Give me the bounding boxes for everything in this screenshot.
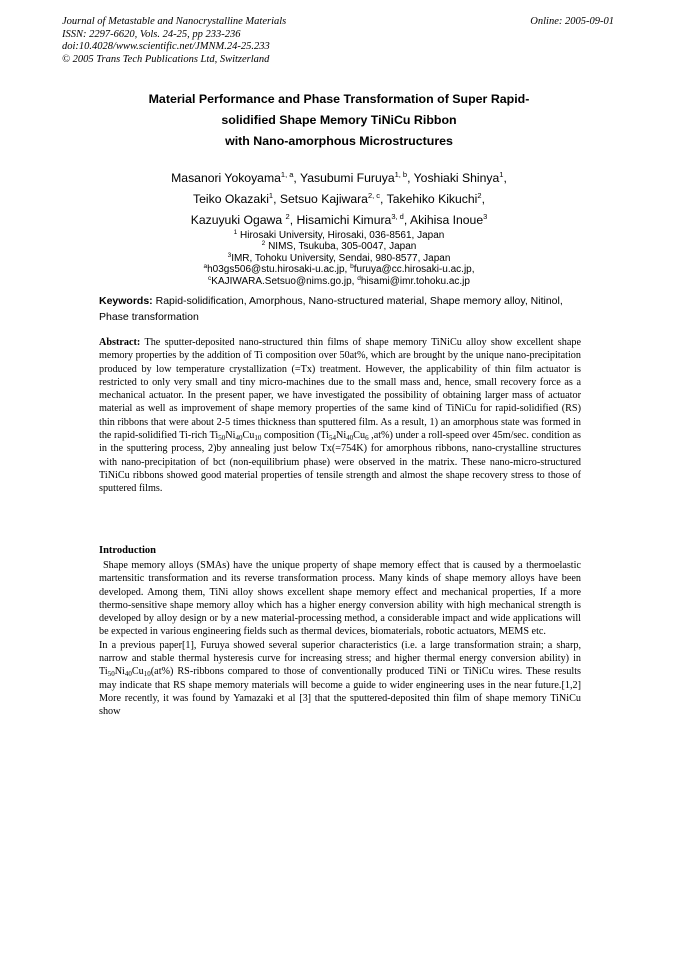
author-line-3: Kazuyuki Ogawa $^2$, Hisamichi Kimura$^{3, d}$, Akihisa Inoue$^3$ xyxy=(190,212,488,227)
author-line-2: Teiko Okazaki$^1$, Setsuo Kajiwara$^{2, c}$, Takehiko Kikuchi$^2$, xyxy=(193,191,485,206)
introduction-body xyxy=(99,559,581,719)
email-link[interactable]: furuya@cc.hirosaki-u.ac.jp, xyxy=(353,264,475,276)
composition-formula: $Ti_{50}Ni_{40}Cu_{10}$ xyxy=(99,666,151,679)
author-sup: 2 xyxy=(285,212,290,221)
abstract-text: The sputter-deposited nano-structured thin films of shape memory TiNiCu alloy show excellent shape memory properties by the addition of Ti composition over 50at%, which are brought by the unique nano-precipitation produced by low temperature crystallization (=Tx) treatment. However, the applicability of thin film actuator is restricted to only very small and tiny micro-machines due to the small mass and, hence, small recovery force as a mechanical actuator. In the present paper, we have investigated the possibility of obtaining larger mass of actuator material as well as improvement of shape memory properties of the same kind of TiNiCu for rapid-solidified (RS) thin ribbons that were about 2-5 times thickness than sputtered film. As a result, 1) an amorphous state was formed in the rapid-solidified Ti-rich xyxy=(99,337,581,442)
intro-paragraph-1: Shape memory alloys (SMAs) have the unique property of shape memory effect that is caused by a thermoelastic martensitic transformation and its reverse transformation process. Many kinds of shape memory alloys have been developed. Among them, TiNi alloy shows excellent shape memory effect and mechanical properties, If a more thermo-sensitive shape memory alloy which has a higher energy conversion ability with high mechanical strength is developed by alloy design or by a new material-processing method, a considerable impact and wide applications will be expected in various engineering fields such as thermal devices, biomaterials, robotic actuators, MEMS etc. xyxy=(99,560,581,638)
composition-formula: $Ti_{54}Ni_{40}Cu_6$ xyxy=(320,430,369,443)
author-name: Setsuo Kajiwara xyxy=(279,192,368,206)
email-link[interactable]: KAJIWARA.Setsuo@nims.go.jp, xyxy=(211,275,355,287)
email-link[interactable]: h03gs506@stu.hirosaki-u.ac.jp, xyxy=(207,264,348,276)
author-name: Kazuyuki Ogawa xyxy=(190,213,283,227)
author-name: Yasubumi Furuya xyxy=(299,171,395,185)
abstract-text: composition ( xyxy=(261,430,321,442)
author-name: Hisamichi Kimura xyxy=(296,213,392,227)
issn-line: ISSN: 2297-6620, Vols. 24-25, pp 233-236 xyxy=(62,28,241,40)
online-date: Online: 2005-09-01 xyxy=(530,16,614,27)
abstract-label: Abstract: xyxy=(99,337,141,348)
affiliations xyxy=(80,230,598,287)
author-name: Teiko Okazaki xyxy=(193,192,269,206)
author-sup: 1 xyxy=(499,170,504,179)
email-link[interactable]: hisami@imr.tohoku.ac.jp xyxy=(360,275,470,287)
affiliation-2: $^2$ NIMS, Tsukuba, 305-0047, Japan xyxy=(261,240,417,253)
keywords-label: Keywords: xyxy=(99,295,153,307)
copyright-line: © 2005 Trans Tech Publications Ltd, Switzerland xyxy=(62,53,270,65)
author-name: Masanori Yokoyama xyxy=(171,171,281,185)
author-sup: 2 xyxy=(477,191,482,200)
author-sup: 1, b xyxy=(394,170,408,179)
title-line-1: Material Performance and Phase Transformation of Super Rapid- xyxy=(148,92,530,106)
keywords xyxy=(99,294,581,325)
abstract xyxy=(99,336,581,496)
intro-paragraph-2: In a previous paper[1], Furuya showed several superior characteristics (i.e. a large transformation strain; a sharp, narrow and stable thermal hysteresis curve for increasing stress; and higher thermal energy conversion ability) in $Ti_{50}Ni_{40}Cu_{10}(at\%)$ RS-ribbons compared to those of conventionally produced TiNi or TiNiCu wires. These results may indicate that RS shape memory materials will become a guide to wider engineering uses in the near future.[1,2] More recently, it was found by Yamazaki et al [3] that the sputtered-deposited thin film of shape memory TiNiCu show xyxy=(99,639,581,718)
author-list xyxy=(80,168,598,231)
email-line-2: $^c$KAJIWARA.Setsuo@nims.go.jp, $^d$hisami@imr.tohoku.ac.jp xyxy=(208,274,470,287)
author-name: Akihisa Inoue xyxy=(409,213,484,227)
keywords-text: Rapid-solidification, Amorphous, Nano-structured material, Shape memory alloy, Nitinol, Phase transformation xyxy=(99,295,563,323)
author-sup: 2, c xyxy=(367,191,381,200)
journal-header xyxy=(62,16,286,66)
composition-formula: $Ti_{50}Ni_{40}Cu_{10}$ xyxy=(209,430,262,443)
abstract-text: ,at%) under a roll-speed over 45m/sec. condition as in the sputtering process, 2)by annealing just below Tx(=754K) for amorphous ribbons, nano-crystalline structures with nano-precipitation of bct (non-equilibrium phase) were observed in the matrix. These nano-micro-structured TiNiCu ribbons showed good material properties of tensile strength and almost the shape recovery stress to those of sputtered films. xyxy=(99,430,582,495)
author-name: Takehiko Kikuchi xyxy=(386,192,478,206)
author-sup: 1, a xyxy=(280,170,294,179)
email-line-1: $^a$h03gs506@stu.hirosaki-u.ac.jp, $^b$furuya@cc.hirosaki-u.ac.jp, xyxy=(203,263,475,276)
affiliation-3: $^3$IMR, Tohoku University, Sendai, 980-8577, Japan xyxy=(227,251,451,264)
title-line-2: solidified Shape Memory TiNiCu Ribbon xyxy=(221,113,457,127)
author-line-1: Masanori Yokoyama$^{1, a}$, Yasubumi Furuya$^{1, b}$, Yoshiaki Shinya$^1$, xyxy=(171,170,507,185)
journal-name: Journal of Metastable and Nanocrystalline Materials xyxy=(62,16,287,27)
author-sup: 3, d xyxy=(391,212,404,221)
author-sup: 3 xyxy=(483,212,488,221)
author-name: Yoshiaki Shinya xyxy=(413,171,500,185)
doi-line: doi:10.4028/www.scientific.net/JMNM.24-25.233 xyxy=(62,41,270,53)
author-sup: 1 xyxy=(268,191,274,200)
section-heading-introduction: Introduction xyxy=(99,545,156,556)
affiliation-1: $^1$ Hirosaki University, Hirosaki, 036-8561, Japan xyxy=(233,229,445,241)
title-line-3: with Nano-amorphous Microstructures xyxy=(225,134,453,148)
paper-title xyxy=(80,89,598,152)
